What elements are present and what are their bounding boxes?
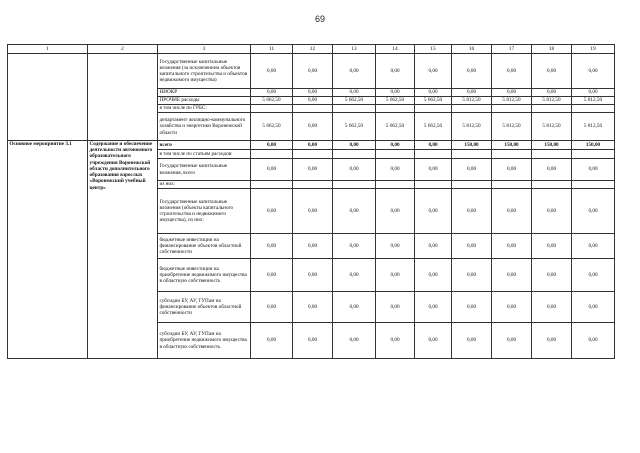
activity-name: Основное мероприятие 3.1 — [8, 141, 88, 359]
value-cell — [532, 105, 572, 113]
value-cell: 0,00 — [452, 234, 492, 259]
value-cell: 5 662,50 — [415, 97, 452, 105]
column-number: 18 — [532, 45, 572, 54]
value-cell — [452, 150, 492, 159]
value-cell — [376, 105, 415, 113]
value-cell: 0,00 — [452, 189, 492, 234]
column-number: 16 — [452, 45, 492, 54]
value-cell: 5 662,50 — [333, 97, 376, 105]
value-cell: 0,00 — [415, 259, 452, 292]
row-label: субсидии БУ, АУ, ГУПам на финансирование объектов областной собственности — [158, 292, 251, 323]
row-label: из них: — [158, 181, 251, 189]
value-cell: 5 812,50 — [492, 97, 532, 105]
value-cell: 5 662,50 — [415, 113, 452, 141]
value-cell: 0,00 — [492, 54, 532, 89]
value-cell: 0,00 — [492, 234, 532, 259]
value-cell: 0,00 — [293, 292, 333, 323]
column-number: 17 — [492, 45, 532, 54]
empty-cell — [88, 54, 158, 141]
value-cell: 0,00 — [251, 159, 293, 181]
value-cell: 0,00 — [376, 292, 415, 323]
value-cell — [492, 150, 532, 159]
value-cell: 0,00 — [333, 292, 376, 323]
value-cell — [415, 181, 452, 189]
row-label: в том числе по статьям расходов: — [158, 150, 251, 159]
value-cell — [293, 105, 333, 113]
column-number: 3 — [158, 45, 251, 54]
row-label: НИОКР — [158, 89, 251, 97]
value-cell: 0,00 — [415, 323, 452, 359]
value-cell: 5 812,50 — [492, 113, 532, 141]
value-cell: 150,00 — [572, 141, 615, 150]
value-cell: 0,00 — [492, 159, 532, 181]
value-cell: 0,00 — [293, 159, 333, 181]
column-number: 12 — [293, 45, 333, 54]
value-cell — [415, 105, 452, 113]
value-cell: 5 662,50 — [333, 113, 376, 141]
value-cell: 0,00 — [492, 189, 532, 234]
value-cell: 5 662,50 — [251, 97, 293, 105]
value-cell: 5 662,50 — [376, 113, 415, 141]
value-cell — [376, 150, 415, 159]
header-row — [8, 45, 615, 54]
value-cell: 0,00 — [532, 89, 572, 97]
value-cell: 0,00 — [333, 234, 376, 259]
value-cell: 0,00 — [492, 89, 532, 97]
value-cell — [251, 105, 293, 113]
value-cell — [333, 150, 376, 159]
table-row — [8, 141, 615, 150]
value-cell: 0,00 — [415, 292, 452, 323]
row-label: субсидии БУ, АУ, ГУПам на приобретение недвижимого имущества в областную собственность — [158, 323, 251, 359]
value-cell — [572, 150, 615, 159]
value-cell: 0,00 — [376, 234, 415, 259]
value-cell: 0,00 — [376, 189, 415, 234]
row-label: Государственные капитальные вложения (объекты капитального строительства и недвижимого имущества), из них: — [158, 189, 251, 234]
value-cell: 5 812,50 — [452, 97, 492, 105]
value-cell: 0,00 — [572, 89, 615, 97]
value-cell: 0,00 — [251, 323, 293, 359]
value-cell: 0,00 — [415, 159, 452, 181]
value-cell: 0,00 — [532, 159, 572, 181]
value-cell: 0,00 — [293, 189, 333, 234]
column-number: 19 — [572, 45, 615, 54]
value-cell — [333, 181, 376, 189]
row-label: ПРОЧИЕ расходы — [158, 97, 251, 105]
value-cell — [532, 150, 572, 159]
value-cell: 0,00 — [251, 234, 293, 259]
column-number: 1 — [8, 45, 88, 54]
value-cell: 5 812,50 — [452, 113, 492, 141]
value-cell: 0,00 — [492, 259, 532, 292]
value-cell: 0,00 — [376, 323, 415, 359]
value-cell: 0,00 — [251, 89, 293, 97]
value-cell: 0,00 — [251, 141, 293, 150]
value-cell: 0,00 — [293, 141, 333, 150]
value-cell — [333, 105, 376, 113]
value-cell: 0,00 — [293, 234, 333, 259]
value-cell: 0,00 — [415, 189, 452, 234]
page-number: 69 — [314, 14, 325, 24]
value-cell: 150,00 — [452, 141, 492, 150]
value-cell — [415, 150, 452, 159]
row-label: департамент жилищно-коммунального хозяйства и энергетики Воронежской области — [158, 113, 251, 141]
value-cell: 0,00 — [532, 234, 572, 259]
value-cell: 150,00 — [532, 141, 572, 150]
value-cell: 0,00 — [532, 292, 572, 323]
value-cell: 0,00 — [376, 54, 415, 89]
value-cell: 0,00 — [452, 292, 492, 323]
value-cell: 0,00 — [333, 323, 376, 359]
value-cell — [293, 150, 333, 159]
value-cell: 0,00 — [251, 189, 293, 234]
value-cell: 0,00 — [415, 89, 452, 97]
value-cell: 0,00 — [532, 189, 572, 234]
value-cell: 0,00 — [452, 159, 492, 181]
value-cell: 0,00 — [251, 292, 293, 323]
value-cell: 0,00 — [415, 234, 452, 259]
value-cell: 0,00 — [452, 323, 492, 359]
value-cell: 0,00 — [333, 54, 376, 89]
value-cell: 0,00 — [333, 259, 376, 292]
value-cell: 0,00 — [415, 54, 452, 89]
value-cell — [532, 181, 572, 189]
value-cell: 0,00 — [532, 54, 572, 89]
value-cell: 0,00 — [415, 141, 452, 150]
empty-cell — [8, 54, 88, 141]
value-cell: 0,00 — [572, 323, 615, 359]
value-cell — [492, 181, 532, 189]
value-cell: 0,00 — [572, 234, 615, 259]
value-cell: 0,00 — [251, 54, 293, 89]
value-cell — [251, 150, 293, 159]
value-cell: 5 812,50 — [532, 97, 572, 105]
value-cell: 0,00 — [572, 259, 615, 292]
value-cell: 0,00 — [532, 259, 572, 292]
value-cell: 0,00 — [293, 259, 333, 292]
row-label: Государственные капитальные вложения, всего — [158, 159, 251, 181]
value-cell: 0,00 — [293, 323, 333, 359]
value-cell: 0,00 — [572, 159, 615, 181]
value-cell: 0,00 — [492, 323, 532, 359]
value-cell: 0,00 — [452, 259, 492, 292]
value-cell: 5 662,50 — [251, 113, 293, 141]
row-label: Государственные капитальные вложения (за исключением объектов капитального строительства и объектов недвижимого имущества) — [158, 54, 251, 89]
value-cell — [251, 181, 293, 189]
value-cell: 0,00 — [532, 323, 572, 359]
value-cell: 0,00 — [293, 89, 333, 97]
value-cell: 5 812,50 — [572, 113, 615, 141]
column-number: 14 — [376, 45, 415, 54]
value-cell — [492, 105, 532, 113]
value-cell: 5 812,50 — [532, 113, 572, 141]
value-cell: 0,00 — [376, 141, 415, 150]
row-label: бюджетные инвестиции на приобретение недвижимого имущества в областную собственность — [158, 259, 251, 292]
table-row — [8, 54, 615, 89]
activity-description: Содержание и обеспечение деятельности автономного образовательного учреждения Воронежской области дополнительного образования взрослых «Воронежский учебный центр» — [88, 141, 158, 359]
value-cell — [293, 181, 333, 189]
value-cell — [452, 105, 492, 113]
column-number: 2 — [88, 45, 158, 54]
value-cell — [452, 181, 492, 189]
row-label: всего — [158, 141, 251, 150]
value-cell: 5 812,50 — [572, 97, 615, 105]
value-cell — [572, 105, 615, 113]
value-cell: 0,00 — [333, 159, 376, 181]
value-cell: 0,00 — [376, 259, 415, 292]
value-cell: 0,00 — [333, 89, 376, 97]
column-number: 13 — [333, 45, 376, 54]
value-cell: 0,00 — [452, 54, 492, 89]
value-cell: 0,00 — [333, 141, 376, 150]
value-cell — [376, 181, 415, 189]
column-number: 15 — [415, 45, 452, 54]
value-cell: 0,00 — [293, 113, 333, 141]
value-cell: 0,00 — [452, 89, 492, 97]
column-number: 11 — [251, 45, 293, 54]
value-cell: 150,00 — [492, 141, 532, 150]
value-cell: 0,00 — [572, 189, 615, 234]
value-cell: 0,00 — [376, 159, 415, 181]
value-cell: 0,00 — [333, 189, 376, 234]
value-cell: 0,00 — [492, 292, 532, 323]
row-label: бюджетные инвестиции на финансирование объектов областной собственности — [158, 234, 251, 259]
value-cell: 0,00 — [293, 54, 333, 89]
value-cell: 0,00 — [293, 97, 333, 105]
value-cell: 5 662,50 — [376, 97, 415, 105]
budget-table — [7, 44, 615, 359]
value-cell: 0,00 — [251, 259, 293, 292]
value-cell — [572, 181, 615, 189]
row-label: в том числе по ГРБС: — [158, 105, 251, 113]
value-cell: 0,00 — [376, 89, 415, 97]
value-cell: 0,00 — [572, 292, 615, 323]
value-cell: 0,00 — [572, 54, 615, 89]
